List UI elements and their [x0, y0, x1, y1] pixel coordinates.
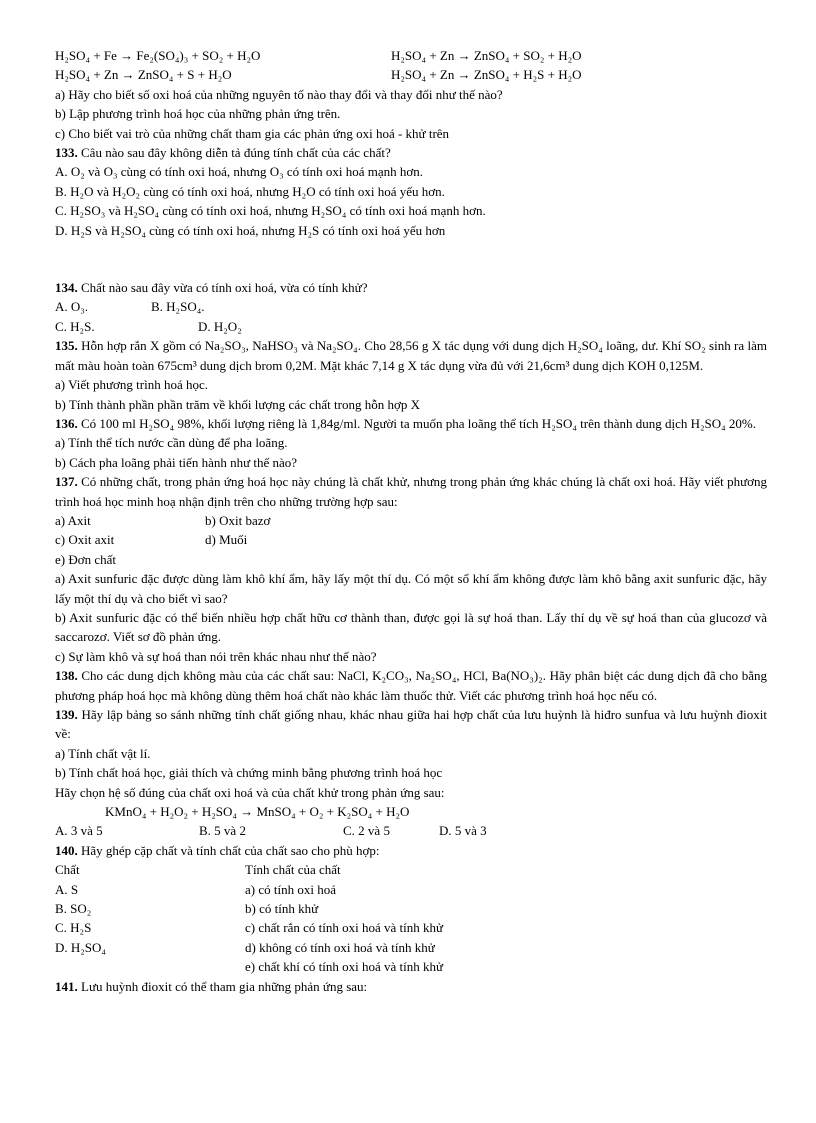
sub-question: b) Tính chất hoá học, giải thích và chứng minh bằng phương trình hoá học: [55, 765, 443, 781]
sub-question: b) Tính thành phần phần trăm về khối lượng các chất trong hỗn hợp X: [55, 396, 420, 412]
substance-column: [55, 860, 245, 957]
substance: D. H₂SO₄: [55, 939, 106, 955]
option: b) Oxit bazơ: [205, 512, 271, 528]
sub-question: a) Tính thể tích nước cần dùng để pha loãng.: [55, 435, 288, 451]
option: D. H₂S và H₂SO₄ cùng có tính oxi hoá, nhưng H₂S có tính oxi hoá yếu hơn: [55, 222, 446, 238]
option: B. H₂SO₄.: [151, 299, 205, 315]
question-136: [55, 414, 767, 433]
property-column: [245, 860, 443, 957]
question-number: 138.: [55, 668, 78, 684]
question-text: Chất nào sau đây vừa có tính oxi hoá, vừa có tính khử?: [77, 280, 368, 296]
property: b) có tính khử: [245, 901, 319, 917]
option: C. H₂SO₃ và H₂SO₄ cùng có tính oxi hoá, nhưng H₂SO₄ có tính oxi hoá mạnh hơn.: [55, 203, 486, 219]
question-135: [55, 336, 767, 375]
option: A. 3 và 5: [55, 823, 103, 839]
option: a) Axit: [55, 512, 91, 528]
options-row: [55, 297, 767, 316]
property: e) chất khí có tính oxi hoá và tính khử: [245, 959, 444, 975]
question-134: [55, 278, 767, 297]
sub-question: b) Axit sunfuric đặc có thể biến nhiều hợp chất hữu cơ thành than, được gọi là sự hoá than. Lấy thí dụ về sự hoá than của glucozơ và saccarozơ. Viết sơ đồ phản ứng.: [55, 609, 767, 645]
question-text: Có 100 ml H₂SO₄ 98%, khối lượng riêng là 1,84g/ml. Người ta muốn pha loãng thể tích H₂SO₄ trên thành dung dịch H₂SO₄ 20%.: [77, 415, 757, 431]
property: a) có tính oxi hoá: [245, 881, 336, 897]
document-page: [55, 46, 767, 996]
question-133: [55, 143, 767, 162]
question-text: Hãy lập bảng so sánh những tính chất giống nhau, khác nhau giữa hai hợp chất của lưu huỳnh là hiđro sunfua và lưu huỳnh đioxit về:: [55, 707, 767, 742]
equation-row: [55, 46, 767, 65]
question-137: [55, 472, 767, 511]
sub-question: a) Axit sunfuric đặc được dùng làm khô khí ẩm, hãy lấy một thí dụ. Có một số khí ẩm không được làm khô bằng axit sunfuric đặc, hãy lấy một thí dụ và cho biết vì sao?: [55, 571, 767, 606]
sub-question: b) Lập phương trình hoá học của những phản ứng trên.: [55, 106, 341, 122]
question-number: 140.: [55, 842, 78, 858]
matching-table: [55, 860, 767, 957]
options-row: [55, 530, 767, 549]
sub-question: c) Sự làm khô và sự hoá than nói trên khác nhau như thế nào?: [55, 648, 377, 664]
question-number: 137.: [55, 474, 78, 490]
question-number: 135.: [55, 338, 78, 354]
option: C. 2 và 5: [343, 823, 390, 839]
question-139: [55, 705, 767, 744]
spacer: [55, 240, 767, 278]
option: B. H₂O và H₂O₂ cùng có tính oxi hoá, nhưng H₂O có tính oxi hoá yếu hơn.: [55, 183, 445, 199]
options-row: [55, 821, 767, 840]
question-text: Lưu huỳnh đioxit có thể tham gia những phản ứng sau:: [77, 978, 368, 994]
option: D. H₂O₂: [198, 318, 242, 334]
equation: H₂SO₄ + Zn → ZnSO₄ + H₂S + H₂O: [391, 67, 582, 83]
option: A. O₃.: [55, 299, 89, 315]
option: A. O₂ và O₃ cùng có tính oxi hoá, nhưng O₃ có tính oxi hoá mạnh hơn.: [55, 164, 423, 180]
question-138: [55, 666, 767, 705]
equation: H₂SO₄ + Fe → Fe₂(SO₄)₃ + SO₂ + H₂O: [55, 48, 261, 63]
question-text: Hãy ghép cặp chất và tính chất của chất sao cho phù hợp:: [77, 842, 380, 858]
question-140: [55, 841, 767, 860]
question-141: [55, 977, 767, 996]
sub-question: b) Cách pha loãng phải tiến hành như thế nào?: [55, 454, 298, 470]
question-number: 141.: [55, 978, 78, 994]
option: c) Oxit axit: [55, 532, 115, 548]
option: D. 5 và 3: [439, 823, 487, 839]
equation: H₂SO₄ + Zn → ZnSO₄ + S + H₂O: [55, 67, 232, 83]
question-number: 134.: [55, 280, 78, 296]
substance: B. SO₂: [55, 901, 92, 917]
option: B. 5 và 2: [199, 823, 246, 839]
options-row: [55, 511, 767, 530]
sub-question: c) Cho biết vai trò của những chất tham gia các phản ứng oxi hoá - khử trên: [55, 125, 450, 141]
sub-question: Hãy chọn hệ số đúng của chất oxi hoá và của chất khử trong phản ứng sau:: [55, 784, 445, 800]
question-text: Cho các dung dịch không màu của các chất sau: NaCl, K₂CO₃, Na₂SO₄, HCl, Ba(NO₃)₂. Hãy phân biệt các dung dịch đã cho bằng phương pháp hoá học mà không dùng thêm hoá chất nào khác làm thuốc thử. Viết các phương trình hoá học nếu có.: [55, 668, 767, 703]
equation: KMnO₄ + H₂O₂ + H₂SO₄ → MnSO₄ + O₂ + K₂SO₄ + H₂O: [105, 804, 410, 820]
question-number: 139.: [55, 707, 78, 722]
column-header: Tính chất của chất: [245, 862, 341, 878]
option: C. H₂S.: [55, 318, 95, 334]
sub-question: a) Viết phương trình hoá học.: [55, 377, 208, 393]
question-number: 136.: [55, 415, 78, 431]
options-row: [55, 317, 767, 336]
substance: A. S: [55, 881, 79, 897]
substance: C. H₂S: [55, 920, 92, 936]
sub-question: a) Hãy cho biết số oxi hoá của những nguyên tố nào thay đổi và thay đổi như thế nào?: [55, 86, 503, 102]
column-header: Chất: [55, 862, 80, 878]
equation: H₂SO₄ + Zn → ZnSO₄ + SO₂ + H₂O: [391, 48, 582, 63]
property: d) không có tính oxi hoá và tính khử: [245, 939, 435, 955]
sub-question: a) Tính chất vật lí.: [55, 745, 151, 761]
option: d) Muối: [205, 532, 248, 548]
question-number: 133.: [55, 145, 78, 161]
question-text: Có những chất, trong phản ứng hoá học này chúng là chất khử, nhưng trong phản ứng khác chúng là chất oxi hoá. Hãy viết phương trình hoá học minh hoạ nhận định trên cho những trường hợp sau:: [55, 474, 767, 509]
question-text: Câu nào sau đây không diễn tả đúng tính chất của các chất?: [77, 145, 391, 161]
option: e) Đơn chất: [55, 551, 117, 567]
equation-row: [55, 65, 767, 84]
question-text: Hỗn hợp rắn X gồm có Na₂SO₃, NaHSO₃ và Na₂SO₄. Cho 28,56 g X tác dụng với dung dịch H₂SO₄ loãng, dư. Khí SO₂ sinh ra làm mất màu hoàn toàn 675cm³ dung dịch brom 0,2M. Mặt khác 7,14 g X tác dụng vừa đủ với 21,6cm³ dung dịch KOH 0,125M.: [55, 338, 767, 373]
property: c) chất rắn có tính oxi hoá và tính khử: [245, 920, 444, 936]
